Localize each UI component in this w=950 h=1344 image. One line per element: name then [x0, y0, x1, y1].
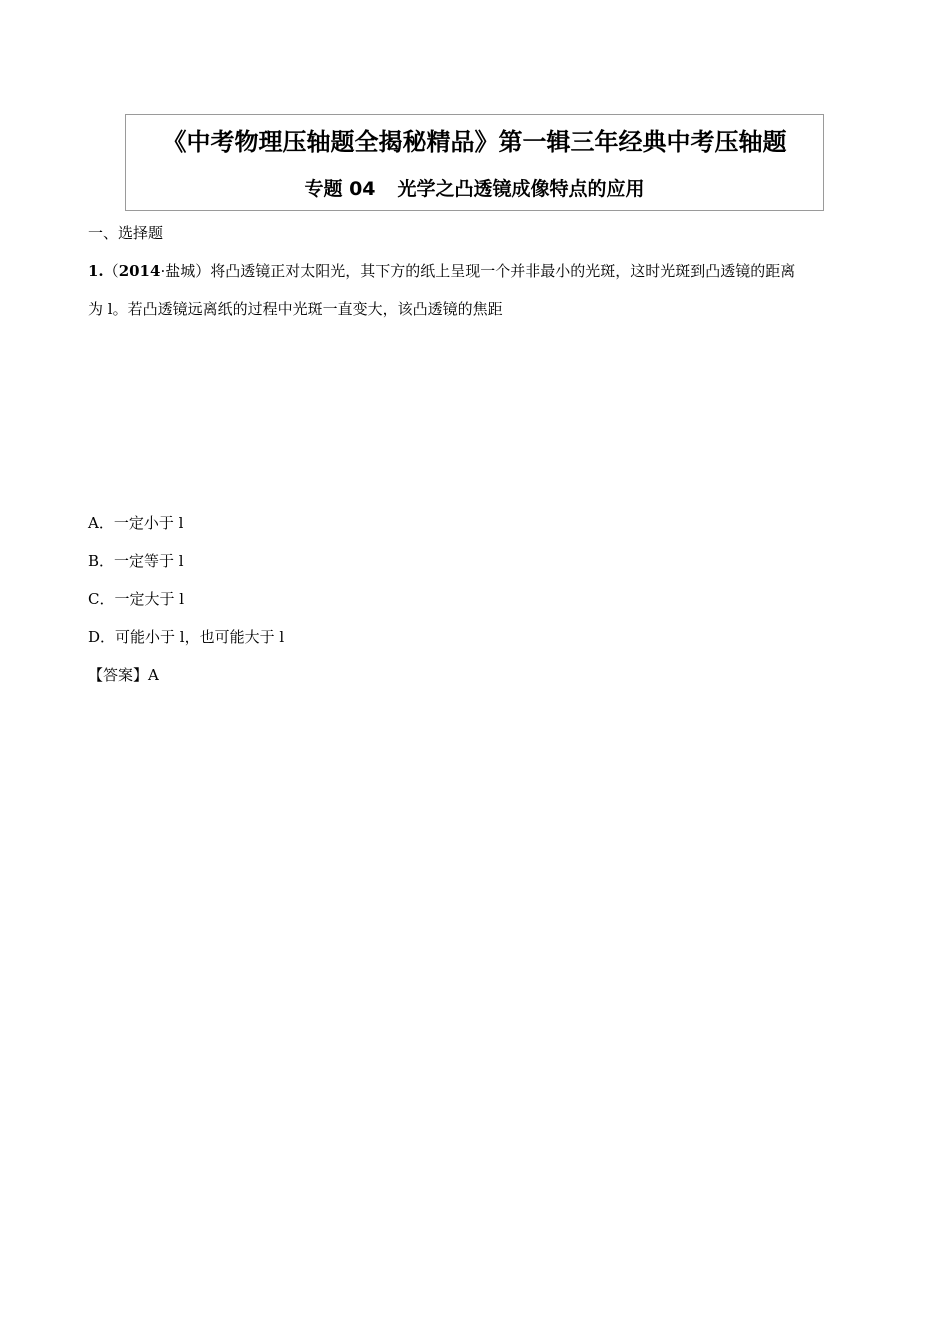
title-box: [125, 114, 824, 211]
topic-name: 光学之凸透镜成像特点的应用: [397, 178, 645, 200]
question-number: 1.: [88, 262, 104, 280]
option-c: C．一定大于 l: [88, 590, 185, 608]
answer-value: A: [148, 666, 159, 684]
answer-label: 【答案】: [88, 666, 149, 684]
option-b: B．一定等于 l: [88, 552, 184, 570]
section-heading: 一、选择题: [88, 224, 164, 242]
question-line-1: [88, 260, 795, 282]
topic-number: 专题 04: [304, 178, 376, 200]
option-a: A．一定小于 l: [88, 514, 184, 532]
question-line-2: 为 l。若凸透镜远离纸的过程中光斑一直变大，该凸透镜的焦距: [88, 300, 503, 318]
question-source: （2014·盐城）: [103, 262, 211, 280]
document-title: 《中考物理压轴题全揭秘精品》第一辑三年经典中考压轴题: [162, 128, 787, 156]
question-text-1: 将凸透镜正对太阳光，其下方的纸上呈现一个并非最小的光斑，这时光斑到凸透镜的距离: [210, 262, 796, 280]
answer-line: [88, 664, 159, 686]
option-d: D．可能小于 l，也可能大于 l: [88, 628, 285, 646]
document-subtitle: [126, 175, 823, 203]
